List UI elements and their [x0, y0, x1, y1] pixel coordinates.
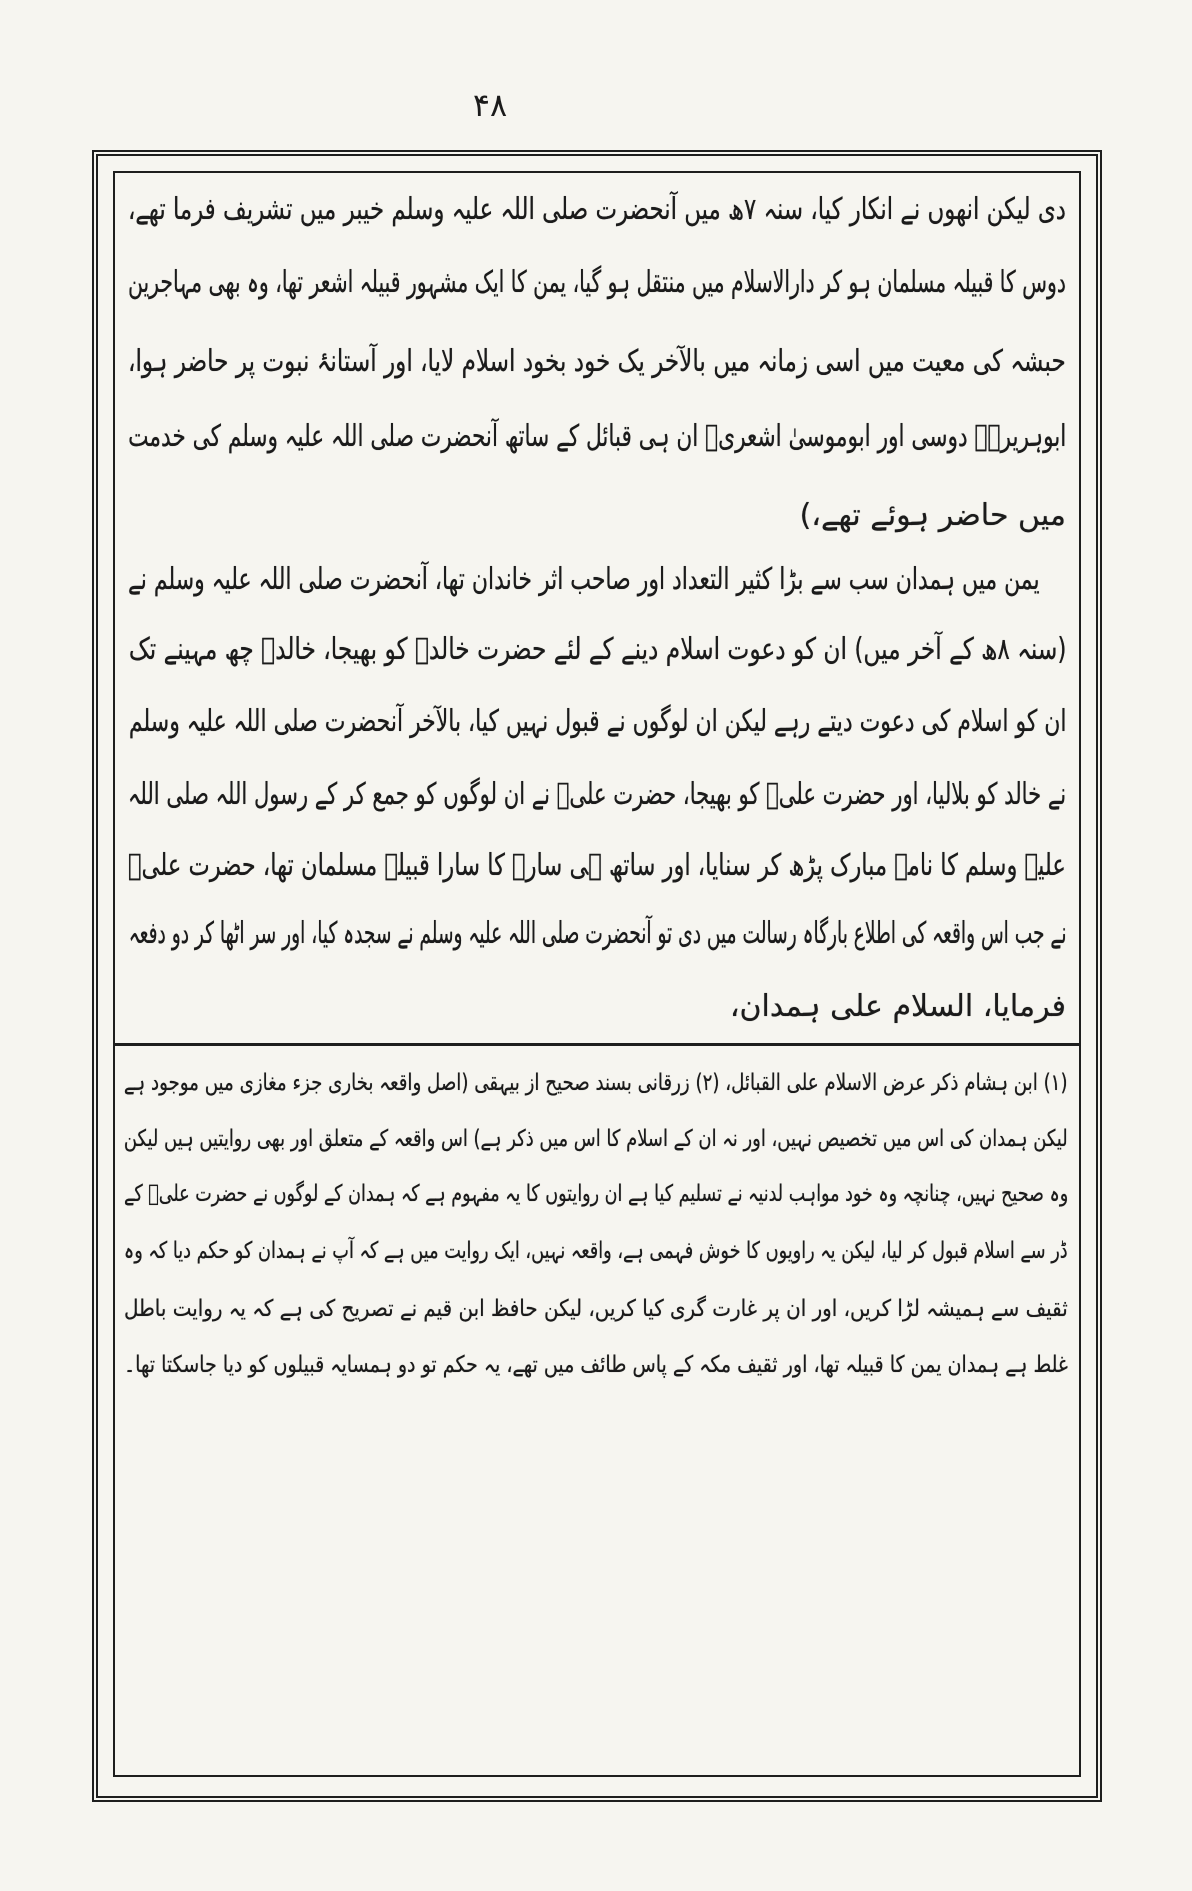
footnote-line-content: ڈر سے اسلام قبول کر لیا، لیکن یہ راویوں کا خوش فہمی ہے، واقعہ نہیں، ایک روایت میں ہے کہ آپ نے ہمدان کو حکم دیا کہ وہ: [124, 1238, 1068, 1264]
text-line: [128, 484, 1066, 548]
text-line-content: دوس کا قبیلہ مسلمان ہو کر دارالاسلام میں منتقل ہو گیا، یمن کا ایک مشہور قبیلہ اشعر تھا، وہ بھی مہاجرین: [128, 265, 1066, 300]
text-line: [128, 763, 1066, 827]
text-line: [128, 548, 1040, 612]
footnote-separator: [113, 1043, 1081, 1046]
text-line-content: نے خالد کو بلالیا، اور حضرت علیؓ کو بھیجا، حضرت علیؓ نے ان لوگوں کو جمع کر کے رسول اللہ صلی اللہ: [128, 777, 1066, 812]
text-line: [128, 902, 1066, 966]
footnote-line-content: (۱) ابن ہشام ذکر عرض الاسلام علی القبائل، (۲) زرقانی بسند صحیح از بیہقی (اصل واقعہ بخاری جزء مغازی میں موجود ہے: [124, 1070, 1068, 1096]
footnote-line: [124, 1226, 1068, 1276]
text-line: [128, 690, 1066, 754]
text-line-content: دی لیکن انھوں نے انکار کیا، سنہ ۷ھ میں آنحضرت صلی اللہ علیہ وسلم خیبر میں تشریف فرما تھے،: [128, 192, 1066, 227]
text-line-content: ان کو اسلام کی دعوت دیتے رہے لیکن ان لوگوں نے قبول نہیں کیا، بالآخر آنحضرت صلی اللہ علیہ وسلم: [128, 704, 1066, 739]
footnote-line: [124, 1058, 1068, 1108]
footnote-line-content: لیکن ہمدان کی اس میں تخصیص نہیں، اور نہ ان کے اسلام کا اس میں ذکر ہے) اس واقعہ کے متعلق اور بھی روایتیں ہیں لیکن: [124, 1126, 1068, 1152]
footnote-line-content: ثقیف سے ہمیشہ لڑا کریں، اور ان پر غارت گری کیا کریں، لیکن حافظ ابن قیم نے تصریح کی ہے کہ یہ روایت باطل: [124, 1296, 1068, 1322]
footnote-line-content: وہ صحیح نہیں، چنانچہ وہ خود مواہب لدنیہ نے تسلیم کیا ہے ان روایتوں کا یہ مفہوم ہے کہ ہمدان کے لوگوں نے حضرت علیؓ کے: [124, 1181, 1068, 1207]
footnote-line: [124, 1169, 1068, 1219]
footnote-line: [124, 1284, 1068, 1334]
text-line: [128, 618, 1066, 682]
text-line-content: ابوہریرہؓ دوسی اور ابوموسیٰ اشعریؓ ان ہی قبائل کے ساتھ آنحضرت صلی اللہ علیہ وسلم کی خدمت: [128, 419, 1066, 454]
text-line: [128, 251, 1066, 315]
footnote-line-content: غلط ہے ہمدان یمن کا قبیلہ تھا، اور ثقیف مکہ کے پاس طائف میں تھے، یہ حکم تو دو ہمسایہ قبیلوں کو دیا جاسکتا تھا۔: [124, 1352, 1068, 1378]
text-line-content: یمن میں ہمدان سب سے بڑا کثیر التعداد اور صاحب اثر خاندان تھا، آنحضرت صلی اللہ علیہ وسلم نے: [128, 562, 1040, 597]
text-line-content: (سنہ ۸ھ کے آخر میں) ان کو دعوت اسلام دینے کے لئے حضرت خالدؓ کو بھیجا، خالدؓ چھ مہینے تک: [128, 632, 1066, 667]
text-line: [128, 330, 1066, 394]
text-line: [128, 178, 1066, 242]
text-line-content: میں حاضر ہوئے تھے،): [799, 498, 1066, 533]
text-line: [128, 834, 1066, 898]
text-line: [128, 975, 1066, 1039]
footnote-line: [124, 1114, 1068, 1164]
text-line-content: نے جب اس واقعہ کی اطلاع بارگاہ رسالت میں دی تو آنحضرت صلی اللہ علیہ وسلم نے سجدہ کیا، اور سر اٹھا کر دو دفعہ: [128, 916, 1066, 951]
page-number: ۴۸: [472, 86, 508, 124]
text-line-content: علیہ وسلم کا نامۂ مبارک پڑھ کر سنایا، اور ساتھ ہی سارے کا سارا قبیلہ مسلمان تھا، حضرت علیؓ: [128, 848, 1066, 883]
footnote-line: [124, 1340, 1068, 1390]
text-line: [128, 405, 1066, 469]
text-line-content: فرمایا، السلام علی ہمدان،: [729, 989, 1066, 1024]
text-line-content: حبشہ کی معیت میں اسی زمانہ میں بالآخر یک خود بخود اسلام لایا، اور آستانۂ نبوت پر حاضر ہوا،: [128, 344, 1066, 379]
